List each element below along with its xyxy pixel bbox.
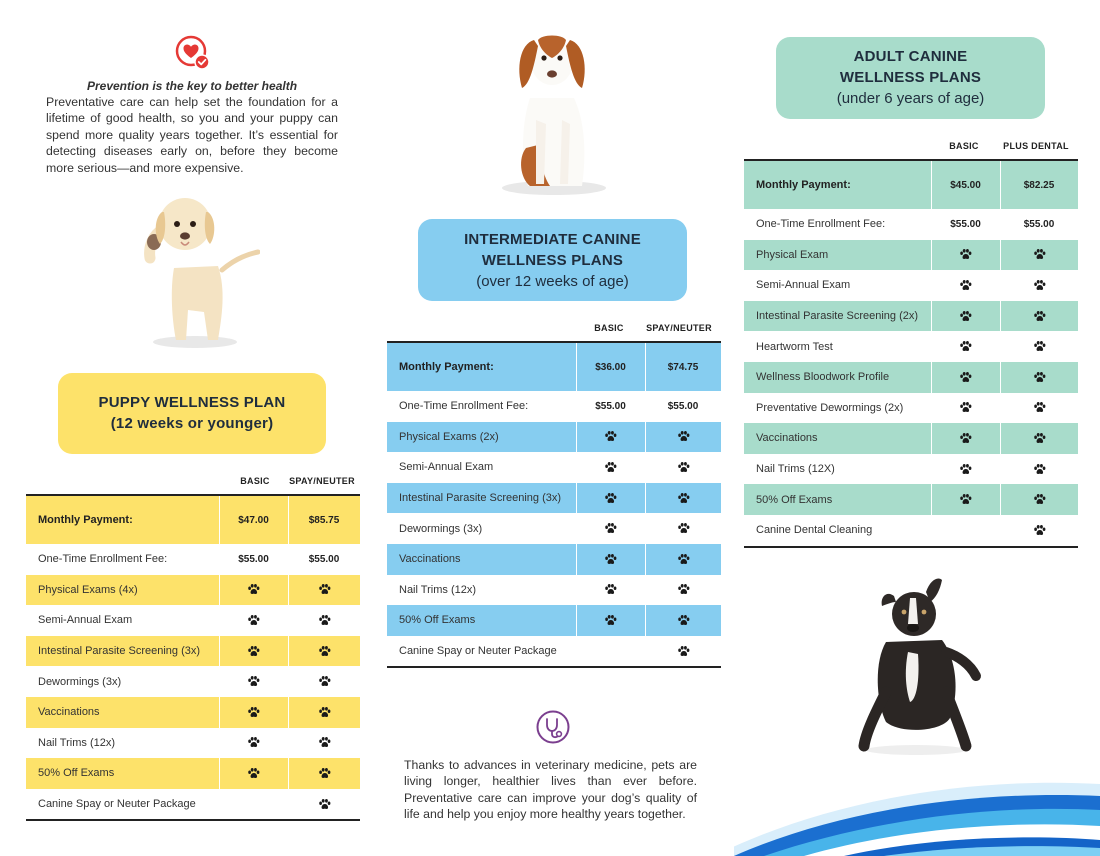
row-label: Dewormings (3x): [399, 522, 483, 535]
paw-icon: [318, 706, 331, 719]
intro-heading: Prevention is the key to better health: [86, 79, 298, 93]
row-premium-value: $55.00: [1023, 218, 1055, 230]
table-row: [744, 209, 1078, 240]
outro-body: Thanks to advances in veterinary medicine, pets are living longer, healthier lives than ever before. Preventative care can improve your dog’s quality of life and help you enjoy more healthy years together.: [404, 758, 697, 822]
middle-panel: [366, 0, 734, 856]
paw-icon: [959, 310, 972, 323]
paw-icon: [1033, 432, 1046, 445]
paw-icon: [1033, 248, 1046, 261]
heart-check-icon: [175, 35, 211, 71]
intermediate-monthly-payment-row: [387, 343, 721, 391]
paw-icon: [318, 614, 331, 627]
row-basic-value: [219, 666, 288, 697]
row-label: Intestinal Parasite Screening (3x): [399, 492, 562, 505]
column-divider: [645, 483, 646, 514]
monthly-payment-label: Monthly Payment:: [756, 179, 851, 191]
paw-icon: [247, 706, 260, 719]
adult-plan-title-line1: ADULT CANINE: [853, 48, 968, 65]
column-divider: [931, 362, 932, 393]
paw-icon: [318, 767, 331, 780]
puppy-plan-title-line2: (12 weeks or younger): [110, 415, 274, 432]
row-premium-value: [1000, 393, 1078, 424]
paw-icon: [1033, 310, 1046, 323]
table-row: [26, 728, 360, 759]
row-label: Canine Spay or Neuter Package: [38, 798, 196, 811]
paw-icon: [247, 645, 260, 658]
column-divider: [931, 240, 932, 271]
column-divider: [288, 496, 289, 544]
monthly-payment-label: Monthly Payment:: [38, 514, 133, 526]
column-divider: [1000, 240, 1001, 271]
monthly-basic-price: $36.00: [595, 361, 626, 373]
intermediate-col-basic: BASIC: [594, 323, 624, 333]
puppy-monthly-payment-row: [26, 496, 360, 544]
paw-icon: [677, 461, 690, 474]
row-basic-value: $55.00: [238, 553, 269, 565]
paw-icon: [247, 583, 260, 596]
row-basic-value: [931, 515, 1000, 546]
puppy-col-spay: SPAY/NEUTER: [289, 476, 355, 486]
table-row: [744, 454, 1078, 485]
row-basic-value: [576, 636, 645, 667]
row-label: Physical Exams (2x): [399, 430, 499, 443]
table-row: [26, 697, 360, 728]
row-basic-value: [219, 697, 288, 728]
table-row: [26, 789, 360, 820]
row-premium-value: [288, 666, 360, 697]
table-row: [744, 484, 1078, 515]
right-panel: [734, 0, 1100, 856]
row-basic-value: [931, 362, 1000, 393]
column-divider: [1000, 301, 1001, 332]
paw-icon: [1033, 493, 1046, 506]
column-divider: [1000, 362, 1001, 393]
row-premium-value: [645, 544, 721, 575]
paw-icon: [318, 736, 331, 749]
paw-icon: [677, 522, 690, 535]
row-premium-value: [645, 605, 721, 636]
paw-icon: [247, 614, 260, 627]
monthly-premium-price: $82.25: [1023, 179, 1055, 191]
paw-icon: [1033, 401, 1046, 414]
row-basic-value: [931, 484, 1000, 515]
paw-icon: [959, 248, 972, 261]
table-row: [26, 666, 360, 697]
table-row: [26, 636, 360, 667]
left-panel: [0, 0, 366, 856]
monthly-premium-price: $74.75: [667, 361, 699, 373]
row-basic-value: [931, 393, 1000, 424]
row-basic-value: [576, 452, 645, 483]
row-premium-value: [288, 636, 360, 667]
column-divider: [645, 343, 646, 391]
monthly-basic-price: $45.00: [950, 179, 981, 191]
row-basic-value: [576, 575, 645, 606]
column-divider: [931, 423, 932, 454]
adult-monthly-payment-row: [744, 161, 1078, 209]
spaniel-dog-image: [490, 28, 614, 198]
column-divider: [219, 697, 220, 728]
table-row: [387, 483, 721, 514]
paw-icon: [677, 614, 690, 627]
row-basic-value: $55.00: [595, 400, 626, 412]
row-basic-value: [931, 423, 1000, 454]
adult-plan-title-line2: (under 6 years of age): [836, 90, 985, 107]
row-label: Semi-Annual Exam: [399, 461, 494, 474]
table-row: [387, 452, 721, 483]
labrador-puppy-image: [140, 190, 260, 352]
paw-icon: [604, 583, 617, 596]
column-divider: [1000, 484, 1001, 515]
row-basic-value: [219, 758, 288, 789]
adult-plan-title-line1b: WELLNESS PLANS: [839, 69, 982, 86]
paw-icon: [247, 767, 260, 780]
intro-body: Preventative care can help set the foundation for a lifetime of good health, so you and your puppy can spend more quality years together. It’s essential for detecting diseases early on, before they become more serious—and more expensive.: [46, 95, 338, 175]
paw-icon: [604, 430, 617, 443]
paw-icon: [959, 279, 972, 292]
row-label: One-Time Enrollment Fee:: [756, 218, 886, 231]
row-label: Vaccinations: [38, 706, 100, 719]
row-basic-value: [576, 422, 645, 453]
row-premium-value: $55.00: [308, 553, 340, 565]
column-divider: [219, 758, 220, 789]
paw-icon: [959, 401, 972, 414]
table-row: [387, 391, 721, 422]
row-premium-value: [1000, 454, 1078, 485]
paw-icon: [247, 736, 260, 749]
puppy-plan-title-line1: PUPPY WELLNESS PLAN: [98, 394, 286, 411]
row-label: Physical Exams (4x): [38, 583, 138, 596]
column-divider: [931, 301, 932, 332]
row-label: 50% Off Exams: [399, 614, 476, 627]
paw-icon: [1033, 279, 1046, 292]
table-row: [26, 544, 360, 575]
row-label: Semi-Annual Exam: [38, 614, 133, 627]
paw-icon: [677, 583, 690, 596]
row-premium-value: [288, 697, 360, 728]
row-premium-value: [1000, 331, 1078, 362]
puppy-col-basic: BASIC: [240, 476, 270, 486]
adult-plan-header: [744, 131, 1078, 159]
column-divider: [288, 636, 289, 667]
row-label: Nail Trims (12X): [756, 463, 835, 476]
paw-icon: [959, 493, 972, 506]
table-row: [744, 240, 1078, 271]
paw-icon: [1033, 463, 1046, 476]
table-row: [387, 422, 721, 453]
paw-icon: [959, 340, 972, 353]
row-label: Vaccinations: [756, 432, 818, 445]
column-divider: [288, 697, 289, 728]
table-row: [387, 605, 721, 636]
paw-icon: [959, 432, 972, 445]
column-divider: [645, 544, 646, 575]
table-row: [744, 301, 1078, 332]
intermediate-plan-rows: [387, 341, 721, 668]
table-row: [387, 575, 721, 606]
adult-col-basic: BASIC: [949, 141, 979, 151]
row-label: Wellness Bloodwork Profile: [756, 371, 890, 384]
row-basic-value: [576, 605, 645, 636]
row-label: Vaccinations: [399, 553, 461, 566]
puppy-plan-rows: [26, 494, 360, 821]
row-premium-value: [645, 575, 721, 606]
paw-icon: [677, 430, 690, 443]
row-label: Physical Exam: [756, 248, 829, 261]
column-divider: [219, 636, 220, 667]
table-row: [744, 393, 1078, 424]
column-divider: [576, 343, 577, 391]
table-row: [387, 513, 721, 544]
row-premium-value: [288, 728, 360, 759]
paw-icon: [604, 461, 617, 474]
column-divider: [1000, 161, 1001, 209]
black-dog-image: [846, 572, 986, 758]
column-divider: [931, 484, 932, 515]
paw-icon: [604, 614, 617, 627]
intermediate-plan-title: [418, 219, 687, 301]
adult-plan-title: [776, 37, 1045, 119]
row-label: Preventative Dewormings (2x): [756, 401, 904, 414]
row-label: One-Time Enrollment Fee:: [38, 553, 168, 566]
row-basic-value: [931, 240, 1000, 271]
row-label: Semi-Annual Exam: [756, 279, 851, 292]
row-basic-value: [576, 513, 645, 544]
row-label: 50% Off Exams: [756, 493, 833, 506]
table-row: [387, 544, 721, 575]
column-divider: [931, 161, 932, 209]
adult-col-spay: PLUS DENTAL: [1003, 141, 1069, 151]
intermediate-plan-title-line2: (over 12 weeks of age): [476, 273, 629, 290]
stethoscope-icon: [536, 710, 570, 744]
monthly-premium-price: $85.75: [308, 514, 340, 526]
paw-icon: [604, 492, 617, 505]
paw-icon: [318, 798, 331, 811]
table-row: [387, 636, 721, 667]
table-row: [744, 423, 1078, 454]
row-label: Dewormings (3x): [38, 675, 122, 688]
paw-icon: [677, 553, 690, 566]
puppy-plan-table: [26, 466, 360, 821]
row-premium-value: [1000, 270, 1078, 301]
intermediate-plan-title-line1: INTERMEDIATE CANINE: [464, 231, 641, 248]
row-premium-value: [1000, 362, 1078, 393]
paw-icon: [604, 522, 617, 535]
table-row: [26, 605, 360, 636]
row-basic-value: $55.00: [950, 218, 981, 230]
row-premium-value: $55.00: [667, 400, 699, 412]
column-divider: [645, 605, 646, 636]
intermediate-plan-table: [387, 313, 721, 668]
row-label: Canine Spay or Neuter Package: [399, 645, 557, 658]
paw-icon: [318, 675, 331, 688]
row-label: Canine Dental Cleaning: [756, 524, 873, 537]
paw-icon: [604, 553, 617, 566]
row-premium-value: [645, 483, 721, 514]
paw-icon: [318, 645, 331, 658]
paw-icon: [1033, 524, 1046, 537]
table-row: [744, 270, 1078, 301]
column-divider: [576, 483, 577, 514]
column-divider: [576, 422, 577, 453]
row-basic-value: [576, 483, 645, 514]
column-divider: [645, 422, 646, 453]
row-basic-value: [219, 789, 288, 820]
blue-wave-decoration: [734, 766, 1100, 856]
intermediate-plan-header: [387, 313, 721, 341]
row-premium-value: [1000, 240, 1078, 271]
table-row: [26, 758, 360, 789]
table-row: [744, 331, 1078, 362]
intermediate-plan-title-line1b: WELLNESS PLANS: [481, 252, 624, 269]
column-divider: [576, 605, 577, 636]
row-label: Nail Trims (12x): [399, 583, 477, 596]
row-premium-value: [645, 636, 721, 667]
puppy-plan-header: [26, 466, 360, 494]
row-basic-value: [931, 331, 1000, 362]
row-premium-value: [288, 758, 360, 789]
paw-icon: [959, 463, 972, 476]
puppy-plan-title: [58, 373, 326, 454]
adult-plan-rows: [744, 159, 1078, 548]
column-divider: [219, 575, 220, 606]
table-row: [744, 362, 1078, 393]
column-divider: [1000, 423, 1001, 454]
row-premium-value: [645, 422, 721, 453]
paw-icon: [1033, 340, 1046, 353]
intermediate-col-spay: SPAY/NEUTER: [646, 323, 712, 333]
row-label: Intestinal Parasite Screening (2x): [756, 310, 919, 323]
paw-icon: [1033, 371, 1046, 384]
column-divider: [288, 758, 289, 789]
row-label: Heartworm Test: [756, 340, 833, 353]
column-divider: [576, 544, 577, 575]
column-divider: [219, 496, 220, 544]
row-premium-value: [645, 513, 721, 544]
row-premium-value: [1000, 484, 1078, 515]
row-basic-value: [219, 605, 288, 636]
row-premium-value: [288, 789, 360, 820]
row-basic-value: [219, 575, 288, 606]
adult-plan-table: [744, 131, 1078, 548]
row-basic-value: [219, 636, 288, 667]
row-premium-value: [1000, 301, 1078, 332]
row-basic-value: [931, 270, 1000, 301]
paw-icon: [247, 675, 260, 688]
row-label: Intestinal Parasite Screening (3x): [38, 645, 201, 658]
row-premium-value: [1000, 423, 1078, 454]
monthly-payment-label: Monthly Payment:: [399, 361, 494, 373]
row-basic-value: [576, 544, 645, 575]
paw-icon: [677, 492, 690, 505]
table-row: [744, 515, 1078, 546]
row-premium-value: [1000, 515, 1078, 546]
row-label: 50% Off Exams: [38, 767, 115, 780]
paw-icon: [318, 583, 331, 596]
row-basic-value: [931, 454, 1000, 485]
paw-icon: [677, 645, 690, 658]
table-row: [26, 575, 360, 606]
row-label: Nail Trims (12x): [38, 736, 116, 749]
monthly-basic-price: $47.00: [238, 514, 269, 526]
row-premium-value: [288, 605, 360, 636]
paw-icon: [959, 371, 972, 384]
row-basic-value: [219, 728, 288, 759]
row-basic-value: [931, 301, 1000, 332]
row-premium-value: [288, 575, 360, 606]
row-label: One-Time Enrollment Fee:: [399, 400, 529, 413]
row-premium-value: [645, 452, 721, 483]
column-divider: [288, 575, 289, 606]
